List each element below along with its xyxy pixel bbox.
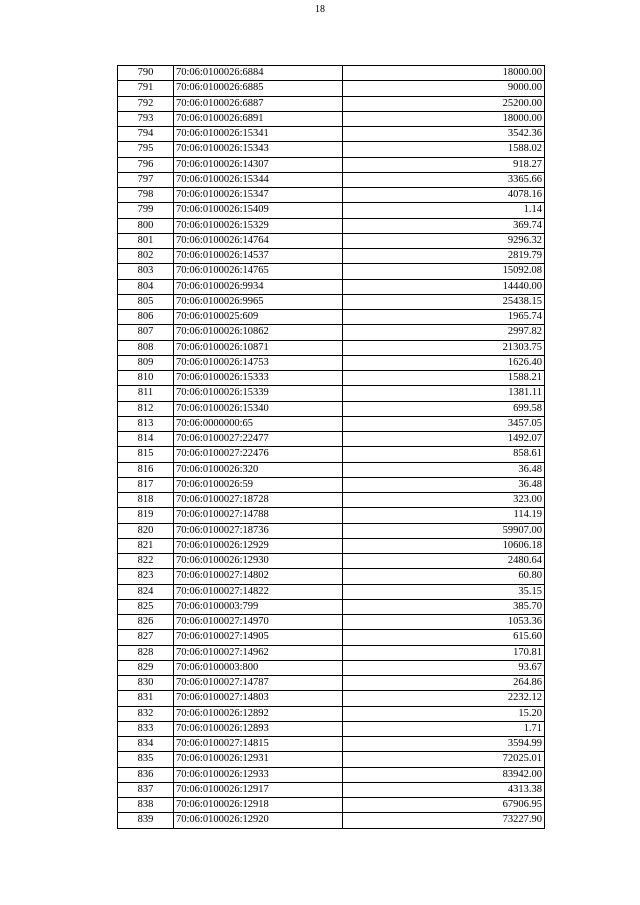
cadastral-number-cell: 70:06:0100026:12918 (174, 798, 343, 813)
value-cell: 1053.36 (343, 615, 545, 630)
cadastral-number-cell: 70:06:0100026:10871 (174, 340, 343, 355)
cadastral-number-cell: 70:06:0100026:12929 (174, 538, 343, 553)
table-row (118, 294, 545, 309)
cadastral-number-cell: 70:06:0100026:320 (174, 462, 343, 477)
cadastral-number-cell: 70:06:0100027:14815 (174, 737, 343, 752)
cadastral-number-cell: 70:06:0100027:14822 (174, 584, 343, 599)
value-cell: 1588.21 (343, 371, 545, 386)
value-cell: 264.86 (343, 676, 545, 691)
table-row (118, 218, 545, 233)
table-row (118, 676, 545, 691)
table-row (118, 203, 545, 218)
cadastral-number-cell: 70:06:0100026:12920 (174, 813, 343, 828)
table-row (118, 767, 545, 782)
row-number-cell: 833 (118, 721, 174, 736)
table-row (118, 66, 545, 81)
value-cell: 699.58 (343, 401, 545, 416)
row-number-cell: 823 (118, 569, 174, 584)
row-number-cell: 801 (118, 233, 174, 248)
value-cell: 2819.79 (343, 249, 545, 264)
cadastral-number-cell: 70:06:0100026:6887 (174, 96, 343, 111)
row-number-cell: 835 (118, 752, 174, 767)
row-number-cell: 790 (118, 66, 174, 81)
table-row (118, 142, 545, 157)
value-cell: 2480.64 (343, 554, 545, 569)
table-row (118, 599, 545, 614)
table-row (118, 96, 545, 111)
row-number-cell: 819 (118, 508, 174, 523)
value-cell: 72025.01 (343, 752, 545, 767)
row-number-cell: 836 (118, 767, 174, 782)
cadastral-number-cell: 70:06:0100026:15340 (174, 401, 343, 416)
cadastral-number-cell: 70:06:0100026:15344 (174, 172, 343, 187)
row-number-cell: 817 (118, 477, 174, 492)
cadastral-number-cell: 70:06:0100026:6884 (174, 66, 343, 81)
table-row (118, 752, 545, 767)
value-cell: 323.00 (343, 493, 545, 508)
cadastral-number-cell: 70:06:0100027:18728 (174, 493, 343, 508)
table-row (118, 813, 545, 828)
value-cell: 9296.32 (343, 233, 545, 248)
row-number-cell: 815 (118, 447, 174, 462)
table-row (118, 249, 545, 264)
row-number-cell: 837 (118, 782, 174, 797)
value-cell: 1381.11 (343, 386, 545, 401)
table-row (118, 310, 545, 325)
cadastral-number-cell: 70:06:0100026:15347 (174, 188, 343, 203)
cadastral-number-cell: 70:06:0100026:14307 (174, 157, 343, 172)
cadastral-number-cell: 70:06:0100026:15341 (174, 127, 343, 142)
value-cell: 1.71 (343, 721, 545, 736)
value-cell: 21303.75 (343, 340, 545, 355)
table-row (118, 523, 545, 538)
table-row (118, 569, 545, 584)
table-row (118, 447, 545, 462)
table-row (118, 630, 545, 645)
cadastral-number-cell: 70:06:0100026:12892 (174, 706, 343, 721)
cadastral-number-cell: 70:06:0100026:15343 (174, 142, 343, 157)
cadastral-number-cell: 70:06:0100026:14765 (174, 264, 343, 279)
table-row (118, 157, 545, 172)
row-number-cell: 822 (118, 554, 174, 569)
row-number-cell: 826 (118, 615, 174, 630)
row-number-cell: 802 (118, 249, 174, 264)
value-cell: 3365.66 (343, 172, 545, 187)
table-row (118, 401, 545, 416)
cadastral-number-cell: 70:06:0100027:22477 (174, 432, 343, 447)
cadastral-number-cell: 70:06:0100003:799 (174, 599, 343, 614)
row-number-cell: 799 (118, 203, 174, 218)
table-row (118, 355, 545, 370)
cadastral-number-cell: 70:06:0100026:14753 (174, 355, 343, 370)
table-row (118, 172, 545, 187)
value-cell: 35.15 (343, 584, 545, 599)
value-cell: 67906.95 (343, 798, 545, 813)
value-cell: 4313.38 (343, 782, 545, 797)
cadastral-number-cell: 70:06:0100026:6891 (174, 111, 343, 126)
row-number-cell: 800 (118, 218, 174, 233)
value-cell: 73227.90 (343, 813, 545, 828)
value-cell: 1965.74 (343, 310, 545, 325)
cadastral-number-cell: 70:06:0100026:6885 (174, 81, 343, 96)
row-number-cell: 807 (118, 325, 174, 340)
data-table (117, 65, 545, 829)
value-cell: 18000.00 (343, 111, 545, 126)
row-number-cell: 797 (118, 172, 174, 187)
table-row (118, 127, 545, 142)
cadastral-number-cell: 70:06:0100026:10862 (174, 325, 343, 340)
cadastral-number-cell: 70:06:0100026:9965 (174, 294, 343, 309)
value-cell: 36.48 (343, 477, 545, 492)
table-body (118, 66, 545, 829)
value-cell: 918.27 (343, 157, 545, 172)
value-cell: 1626.40 (343, 355, 545, 370)
value-cell: 3542.36 (343, 127, 545, 142)
value-cell: 1588.02 (343, 142, 545, 157)
row-number-cell: 824 (118, 584, 174, 599)
page-number: 18 (315, 4, 325, 15)
row-number-cell: 792 (118, 96, 174, 111)
row-number-cell: 811 (118, 386, 174, 401)
row-number-cell: 798 (118, 188, 174, 203)
table-row (118, 660, 545, 675)
row-number-cell: 814 (118, 432, 174, 447)
value-cell: 18000.00 (343, 66, 545, 81)
table-row (118, 721, 545, 736)
table-row (118, 416, 545, 431)
value-cell: 93.67 (343, 660, 545, 675)
row-number-cell: 804 (118, 279, 174, 294)
table-row (118, 462, 545, 477)
table-row (118, 645, 545, 660)
cadastral-number-cell: 70:06:0100026:15339 (174, 386, 343, 401)
cadastral-number-cell: 70:06:0100026:15333 (174, 371, 343, 386)
row-number-cell: 834 (118, 737, 174, 752)
table-row (118, 432, 545, 447)
table-row (118, 386, 545, 401)
row-number-cell: 813 (118, 416, 174, 431)
cadastral-number-cell: 70:06:0100027:22476 (174, 447, 343, 462)
table-row (118, 615, 545, 630)
value-cell: 25438.15 (343, 294, 545, 309)
table-row (118, 477, 545, 492)
row-number-cell: 808 (118, 340, 174, 355)
row-number-cell: 818 (118, 493, 174, 508)
table-row (118, 554, 545, 569)
row-number-cell: 794 (118, 127, 174, 142)
row-number-cell: 812 (118, 401, 174, 416)
value-cell: 1492.07 (343, 432, 545, 447)
table-row (118, 279, 545, 294)
value-cell: 369.74 (343, 218, 545, 233)
table-row (118, 81, 545, 96)
cadastral-number-cell: 70:06:0100027:14802 (174, 569, 343, 584)
cadastral-number-cell: 70:06:0100026:14537 (174, 249, 343, 264)
table-row (118, 508, 545, 523)
row-number-cell: 791 (118, 81, 174, 96)
cadastral-number-cell: 70:06:0100026:12933 (174, 767, 343, 782)
value-cell: 60.80 (343, 569, 545, 584)
row-number-cell: 827 (118, 630, 174, 645)
value-cell: 59907.00 (343, 523, 545, 538)
row-number-cell: 831 (118, 691, 174, 706)
table-row (118, 371, 545, 386)
value-cell: 14440.00 (343, 279, 545, 294)
row-number-cell: 796 (118, 157, 174, 172)
cadastral-number-cell: 70:06:0100027:14787 (174, 676, 343, 691)
table-row (118, 691, 545, 706)
cadastral-number-cell: 70:06:0100027:14905 (174, 630, 343, 645)
value-cell: 15092.08 (343, 264, 545, 279)
cadastral-number-cell: 70:06:0100027:14788 (174, 508, 343, 523)
table-row (118, 737, 545, 752)
cadastral-number-cell: 70:06:0100026:12917 (174, 782, 343, 797)
row-number-cell: 809 (118, 355, 174, 370)
value-cell: 170.81 (343, 645, 545, 660)
table-row (118, 782, 545, 797)
table-row (118, 798, 545, 813)
row-number-cell: 816 (118, 462, 174, 477)
value-cell: 615.60 (343, 630, 545, 645)
table-row (118, 584, 545, 599)
table-row (118, 233, 545, 248)
value-cell: 2997.82 (343, 325, 545, 340)
table-row (118, 493, 545, 508)
cadastral-number-cell: 70:06:0100027:14803 (174, 691, 343, 706)
cadastral-number-cell: 70:06:0100003:800 (174, 660, 343, 675)
value-cell: 9000.00 (343, 81, 545, 96)
value-cell: 114.19 (343, 508, 545, 523)
cadastral-number-cell: 70:06:0100027:18736 (174, 523, 343, 538)
cadastral-number-cell: 70:06:0000000:65 (174, 416, 343, 431)
value-cell: 83942.00 (343, 767, 545, 782)
table-row (118, 325, 545, 340)
value-cell: 858.61 (343, 447, 545, 462)
cadastral-number-cell: 70:06:0100026:12930 (174, 554, 343, 569)
row-number-cell: 803 (118, 264, 174, 279)
value-cell: 15.20 (343, 706, 545, 721)
table-row (118, 264, 545, 279)
row-number-cell: 810 (118, 371, 174, 386)
row-number-cell: 806 (118, 310, 174, 325)
table-row (118, 538, 545, 553)
value-cell: 385.70 (343, 599, 545, 614)
cadastral-number-cell: 70:06:0100027:14970 (174, 615, 343, 630)
cadastral-number-cell: 70:06:0100025:609 (174, 310, 343, 325)
value-cell: 10606.18 (343, 538, 545, 553)
table-row (118, 111, 545, 126)
value-cell: 1.14 (343, 203, 545, 218)
cadastral-number-cell: 70:06:0100026:15409 (174, 203, 343, 218)
row-number-cell: 829 (118, 660, 174, 675)
table-row (118, 340, 545, 355)
value-cell: 3457.05 (343, 416, 545, 431)
row-number-cell: 839 (118, 813, 174, 828)
row-number-cell: 793 (118, 111, 174, 126)
value-cell: 36.48 (343, 462, 545, 477)
cadastral-number-cell: 70:06:0100027:14962 (174, 645, 343, 660)
cadastral-number-cell: 70:06:0100026:59 (174, 477, 343, 492)
value-cell: 3594.99 (343, 737, 545, 752)
cadastral-number-cell: 70:06:0100026:14764 (174, 233, 343, 248)
row-number-cell: 830 (118, 676, 174, 691)
cadastral-number-cell: 70:06:0100026:9934 (174, 279, 343, 294)
row-number-cell: 805 (118, 294, 174, 309)
value-cell: 2232.12 (343, 691, 545, 706)
row-number-cell: 825 (118, 599, 174, 614)
row-number-cell: 832 (118, 706, 174, 721)
cadastral-number-cell: 70:06:0100026:12893 (174, 721, 343, 736)
table-row (118, 188, 545, 203)
row-number-cell: 795 (118, 142, 174, 157)
row-number-cell: 838 (118, 798, 174, 813)
row-number-cell: 820 (118, 523, 174, 538)
cadastral-number-cell: 70:06:0100026:12931 (174, 752, 343, 767)
row-number-cell: 821 (118, 538, 174, 553)
row-number-cell: 828 (118, 645, 174, 660)
cadastral-number-cell: 70:06:0100026:15329 (174, 218, 343, 233)
table-row (118, 706, 545, 721)
value-cell: 4078.16 (343, 188, 545, 203)
value-cell: 25200.00 (343, 96, 545, 111)
